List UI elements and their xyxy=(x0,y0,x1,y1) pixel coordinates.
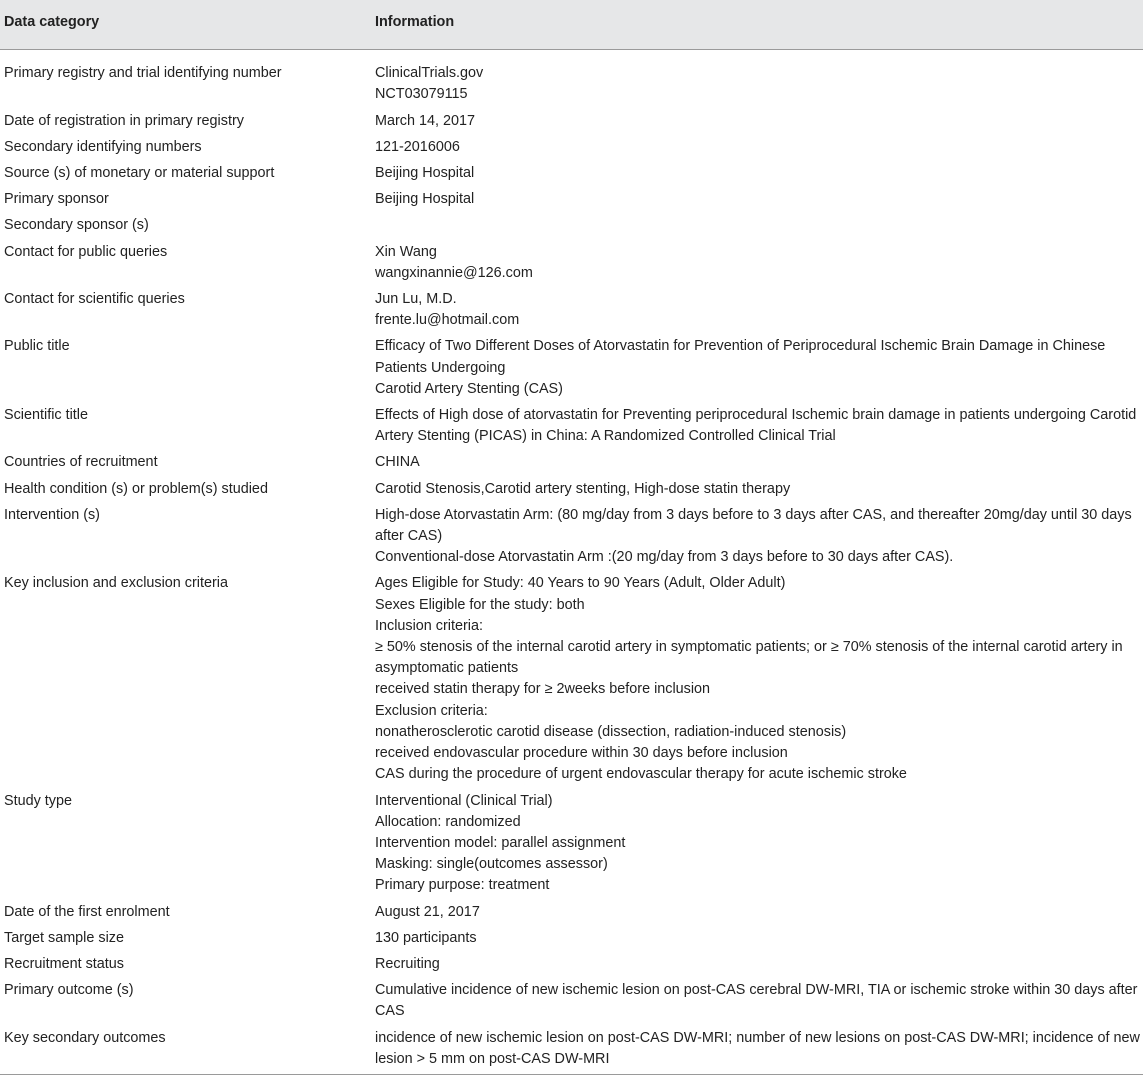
table-row xyxy=(0,952,1143,978)
table-row xyxy=(0,161,1143,187)
data-category-cell: Recruitment status xyxy=(4,955,124,972)
data-category-cell: Secondary sponsor (s) xyxy=(4,217,149,234)
information-line xyxy=(375,215,1143,236)
data-category-cell: Contact for scientific queries xyxy=(4,291,185,308)
information-line: Interventional (Clinical Trial) xyxy=(375,792,553,809)
table-row xyxy=(0,287,1143,334)
information-cell xyxy=(374,978,1143,1025)
table-header xyxy=(0,0,1143,50)
information-line: Ages Eligible for Study: 40 Years to 90 Years (Adult, Older Adult) xyxy=(375,575,786,592)
information-line: Allocation: randomized xyxy=(375,813,521,830)
information-cell xyxy=(374,213,1143,239)
information-line: 121-2016006 xyxy=(375,138,460,155)
table-row xyxy=(0,477,1143,503)
information-line: received endovascular procedure within 30 days before inclusion xyxy=(375,745,788,762)
information-cell xyxy=(374,571,1143,788)
table-row xyxy=(0,978,1143,1025)
information-line: CHINA xyxy=(375,454,420,471)
information-line: Cumulative incidence of new ischemic lesion on post-CAS cerebral DW-MRI, TIA or ischemic stroke within 30 days after CAS xyxy=(375,982,1138,1020)
data-category-cell: Primary registry and trial identifying number xyxy=(4,65,282,82)
table-body xyxy=(0,50,1143,1075)
information-line: Sexes Eligible for the study: both xyxy=(375,596,585,613)
table-row xyxy=(0,50,1143,109)
information-line: Beijing Hospital xyxy=(375,165,475,182)
header-information: Information xyxy=(374,0,1143,50)
information-line: Inclusion criteria: xyxy=(375,617,483,634)
data-category-cell: Date of the first enrolment xyxy=(4,903,170,920)
information-line: Xin Wang xyxy=(375,243,437,260)
information-line: incidence of new ischemic lesion on post-CAS DW-MRI; number of new lesions on post-CAS DW-MRI; incidence of new lesion > 5 mm on post-CAS DW-MRI xyxy=(375,1029,1140,1067)
information-line: August 21, 2017 xyxy=(375,903,480,920)
information-line: Effects of High dose of atorvastatin for Preventing periprocedural Ischemic brain damage in patients undergoing Carotid Artery Stenting (PICAS) in China: A Randomized Controlled Clinical Trial xyxy=(375,407,1137,445)
table-row xyxy=(0,450,1143,476)
header-row xyxy=(0,0,1143,50)
information-line: nonatherosclerotic carotid disease (dissection, radiation-induced stenosis) xyxy=(375,723,847,740)
data-category-cell: Date of registration in primary registry xyxy=(4,112,244,129)
information-line: 130 participants xyxy=(375,929,477,946)
information-line: Exclusion criteria: xyxy=(375,702,488,719)
table-row xyxy=(0,900,1143,926)
data-category-cell: Intervention (s) xyxy=(4,506,100,523)
information-cell xyxy=(374,50,1143,109)
information-line: High-dose Atorvastatin Arm: (80 mg/day from 3 days before to 3 days after CAS, and thereafter 20mg/day until 30 days after CAS) xyxy=(375,506,1132,545)
data-category-cell: Health condition (s) or problem(s) studied xyxy=(4,480,268,497)
table-row xyxy=(0,503,1143,572)
information-cell xyxy=(374,900,1143,926)
information-cell xyxy=(374,161,1143,187)
information-line: received statin therapy for ≥ 2weeks before inclusion xyxy=(375,681,711,698)
information-line: Conventional-dose Atorvastatin Arm :(20 mg/day from 3 days before to 30 days after CAS). xyxy=(375,549,954,566)
table-row xyxy=(0,213,1143,239)
data-category-cell: Contact for public queries xyxy=(4,243,168,260)
data-category-cell: Primary sponsor xyxy=(4,191,109,208)
table-row xyxy=(0,1026,1143,1075)
information-line: Recruiting xyxy=(375,955,440,972)
information-cell xyxy=(374,403,1143,450)
information-cell xyxy=(374,926,1143,952)
information-line: Primary purpose: treatment xyxy=(375,877,550,894)
information-line: Intervention model: parallel assignment xyxy=(375,834,626,851)
information-line: ClinicalTrials.gov xyxy=(375,65,484,82)
table-row xyxy=(0,334,1143,403)
information-cell xyxy=(374,135,1143,161)
data-category-cell: Key inclusion and exclusion criteria xyxy=(4,575,228,592)
data-category-cell: Primary outcome (s) xyxy=(4,982,134,999)
table-row xyxy=(0,187,1143,213)
information-cell xyxy=(374,287,1143,334)
information-cell xyxy=(374,450,1143,476)
table-row xyxy=(0,571,1143,788)
table-row xyxy=(0,135,1143,161)
data-category-cell: Scientific title xyxy=(4,407,88,424)
data-category-cell: Public title xyxy=(4,338,70,355)
data-category-cell: Target sample size xyxy=(4,929,124,946)
data-category-cell: Secondary identifying numbers xyxy=(4,138,202,155)
information-line: March 14, 2017 xyxy=(375,112,475,129)
information-cell xyxy=(374,240,1143,287)
information-cell xyxy=(374,503,1143,572)
information-line: Masking: single(outcomes assessor) xyxy=(375,856,608,873)
information-line: Carotid Artery Stenting (CAS) xyxy=(375,380,563,397)
data-category-cell: Study type xyxy=(4,792,72,809)
information-cell xyxy=(374,1026,1143,1075)
table-row xyxy=(0,789,1143,900)
information-line: NCT03079115 xyxy=(375,86,468,103)
data-category-cell: Source (s) of monetary or material support xyxy=(4,165,275,182)
information-line: Jun Lu, M.D. xyxy=(375,291,457,308)
information-cell xyxy=(374,109,1143,135)
information-cell xyxy=(374,187,1143,213)
information-cell xyxy=(374,952,1143,978)
data-category-cell: Countries of recruitment xyxy=(4,454,158,471)
table-row xyxy=(0,403,1143,450)
information-cell xyxy=(374,477,1143,503)
information-line: ≥ 50% stenosis of the internal carotid artery in symptomatic patients; or ≥ 70% stenosis of the internal carotid artery in asymptomatic patients xyxy=(375,639,1123,677)
information-cell xyxy=(374,334,1143,403)
table-row xyxy=(0,109,1143,135)
data-category-cell: Key secondary outcomes xyxy=(0,1026,374,1075)
information-cell xyxy=(374,789,1143,900)
table-row xyxy=(0,240,1143,287)
information-line: wangxinannie@126.com xyxy=(375,264,533,281)
information-line: frente.lu@hotmail.com xyxy=(375,312,520,329)
header-data-category: Data category xyxy=(0,0,374,50)
information-line: Efficacy of Two Different Doses of Atorvastatin for Prevention of Periprocedural Ischemic Brain Damage in Chinese Patients Undergoing xyxy=(375,338,1106,376)
information-line: Carotid Stenosis,Carotid artery stenting, High-dose statin therapy xyxy=(375,480,791,497)
information-line: CAS during the procedure of urgent endovascular therapy for acute ischemic stroke xyxy=(375,766,907,783)
information-line: Beijing Hospital xyxy=(375,191,475,208)
table-row xyxy=(0,926,1143,952)
